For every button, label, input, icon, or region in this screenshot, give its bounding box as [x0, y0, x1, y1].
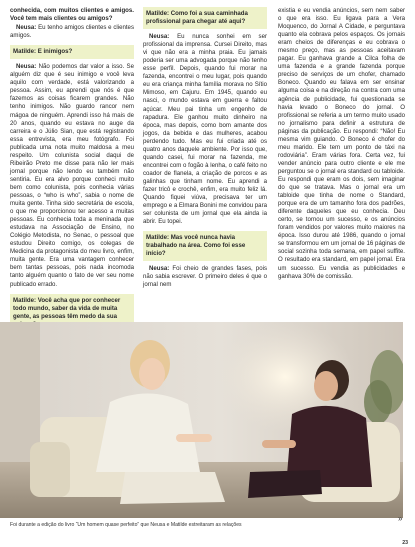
text-column-3 — [278, 7, 405, 282]
answer-paragraph — [10, 63, 134, 288]
photo-illustration — [0, 322, 403, 518]
question-box: Matilde: Mas você nunca havia trabalhado na área. Como foi esse início? — [143, 231, 267, 261]
question-box: Matilde: E inimigos? — [10, 45, 134, 59]
answer-paragraph: existia e eu vendia anúncios, sem nem saber o que era isso. Eu ligava para a Vera Moquenco, do Jornal A Cidade, e perguntava quanto ela cobrava pelos espaços. Os jornais eram cheios de diferenças e eu cobrava o mesmo preço, mas as pessoas aceitavam pagar. Eu ganhava grande a Cilca folha de uma fazenda e a grande fazenda porque preciso de serviços de um chofer, chamado Boneco. Quando eu falava em ser ensinar alguma coisa e na direção na contra com uma agência de publicidade, fui questionada se havia levado o Boneco do jornal. O profissional se referia a um termo muito usado no jornalismo para definir a estrutura de páginas da publicação. Eu respondi: “Não! Eu mesma vim guiando. O Boneco é chofer do meu marido. Ele tem um ponto de táxi na rodoviária”. Eram várias fora. Certa vez, fui vender anúncio para outro cliente e ele me perguntou se o jornal era standard ou tabloide. Eu respondi que eram os dois, sem imaginar do que se tratava. Mas o jornal era um tabloide que tinha de nome o Standard, porque era de um tamanho fora dos padrões, diferente daqueles que eu conhecia. Deu certo, se tornou um sucesso, e os anúncios foram vendidos por valores muito maiores na época. Isso durou até 1986, quando o jornal se transformou em um jornal de 16 páginas de social sozinha toda semana, em papel suffite. O resultado era standard, em papel jornal. Era um sucesso. Eu vendia as publicidades e ganhava 30% de comissão. — [278, 7, 405, 280]
question-box: Matilde: Como foi a sua caminhada profissional para chegar até aqui? — [143, 7, 267, 29]
answer-text: Eu nunca sonhei em ser profissional da imprensa. Cursei Direito, mas vi que não era a minha praia. Eu jamais poderia ser uma advogada porque não tenho esse perfil. Depois, quando fui morar na fazenda, encontrei o meu lugar, pois quando eu era criança minha família morava no Sítio Mimoso, em Cajuru. Em 1945, quando eu nasci, o mundo estava em guerra e faltou açúcar. Meu pai tinha um engenho de rapadura. Ele ganhou muito dinheiro na época, mas depois, como bom amante dos jogos, da bebida e das mulheres, acabou perdendo tudo. Mas eu fui criada até os quatro anos daquele ambiente. Por isso que, quando casei, fui morar na fazenda, me encontrei com o fogão à lenha, o café feito no coador de flanela, a criação de porcos e as galinhas que tinham nome. Eu aprendi a fazer tricô e crochê, enfim, era muito feliz lá. Quando fiquei viúva, precisava ter um emprego e a Elmara Bonini me convidou para ser colunista de um jornal que ela ainda ia abrir. Eu topei. — [143, 33, 267, 226]
speaker-label: Neusa: — [16, 24, 37, 32]
answer-paragraph — [143, 265, 267, 289]
answer-paragraph — [10, 24, 134, 40]
chevron-right-icon: » — [398, 514, 403, 523]
question-box: Matilde: Você acha que por conhecer todo mundo, saber da vida de muita gente, as pessoas têm medo da sua — [10, 294, 134, 332]
answer-text: Eu tenho amigos clientes e clientes amigos. — [10, 24, 134, 40]
text-column-2 — [143, 7, 267, 291]
answer-paragraph — [143, 33, 267, 226]
intro-question: conhecida, com muitos clientes e amigos. Você tem mais clientes ou amigos? — [10, 7, 134, 23]
answer-text: Não podemos dar valor a isso. Se alguém diz que é seu inimigo e você leva aquilo com verdade, está valorizando a pessoa. Assim, eu aprendi que nós é que fazemos as coisas ficarem grandes. Não tenho inimigos. Não guardo rancor nem mágoa de ninguém. Aprendi isso há mais de 20 anos, quando eu estava no auge da carreira e o Júlio Sian, que está registrando essa entrevista, era meu fotógrafo. Foi publicada uma nota muito maldosa a meu respeito. Um colunista social daqui de Ribeirão Preto me disse para não ler mais jornal porque não lendo eu também não sentiria. Eu era alvo porque conheci muito bem como colunista, pois conhecia várias pessoas, o “who is who”, sabia o nome de muita gente. Tinha sido secretária de escola, o que me proporcionou ter acesso a muitas pessoas. Eu conhecia toda a meninada que estudava na Associação de Ensino, no Colégio Metodista, no Senac, o pessoal que estudou Direito comigo, os colegas de Medicina da protagonista do meu livro, enfim, muita gente. Era uma vantagem conhecer bem tantas pessoas, pois nada incomoda tanto alguém quanto o fato de ver seu nome publicado errado. — [10, 63, 134, 288]
photo-caption: Foi durante a edição do livro “Um homem quase perfeito” que Neusa e Matilde estreitaram as relações — [10, 522, 242, 528]
speaker-label: Neusa: — [149, 265, 170, 273]
page-number: 23 — [402, 540, 408, 546]
speaker-label: Neusa: — [16, 63, 37, 71]
interview-photo — [0, 322, 403, 518]
speaker-label: Neusa: — [149, 33, 170, 41]
answer-text: Foi cheio de grandes fases, pois não sabia escrever. O primeiro deles é que o jornal nem — [143, 265, 267, 289]
